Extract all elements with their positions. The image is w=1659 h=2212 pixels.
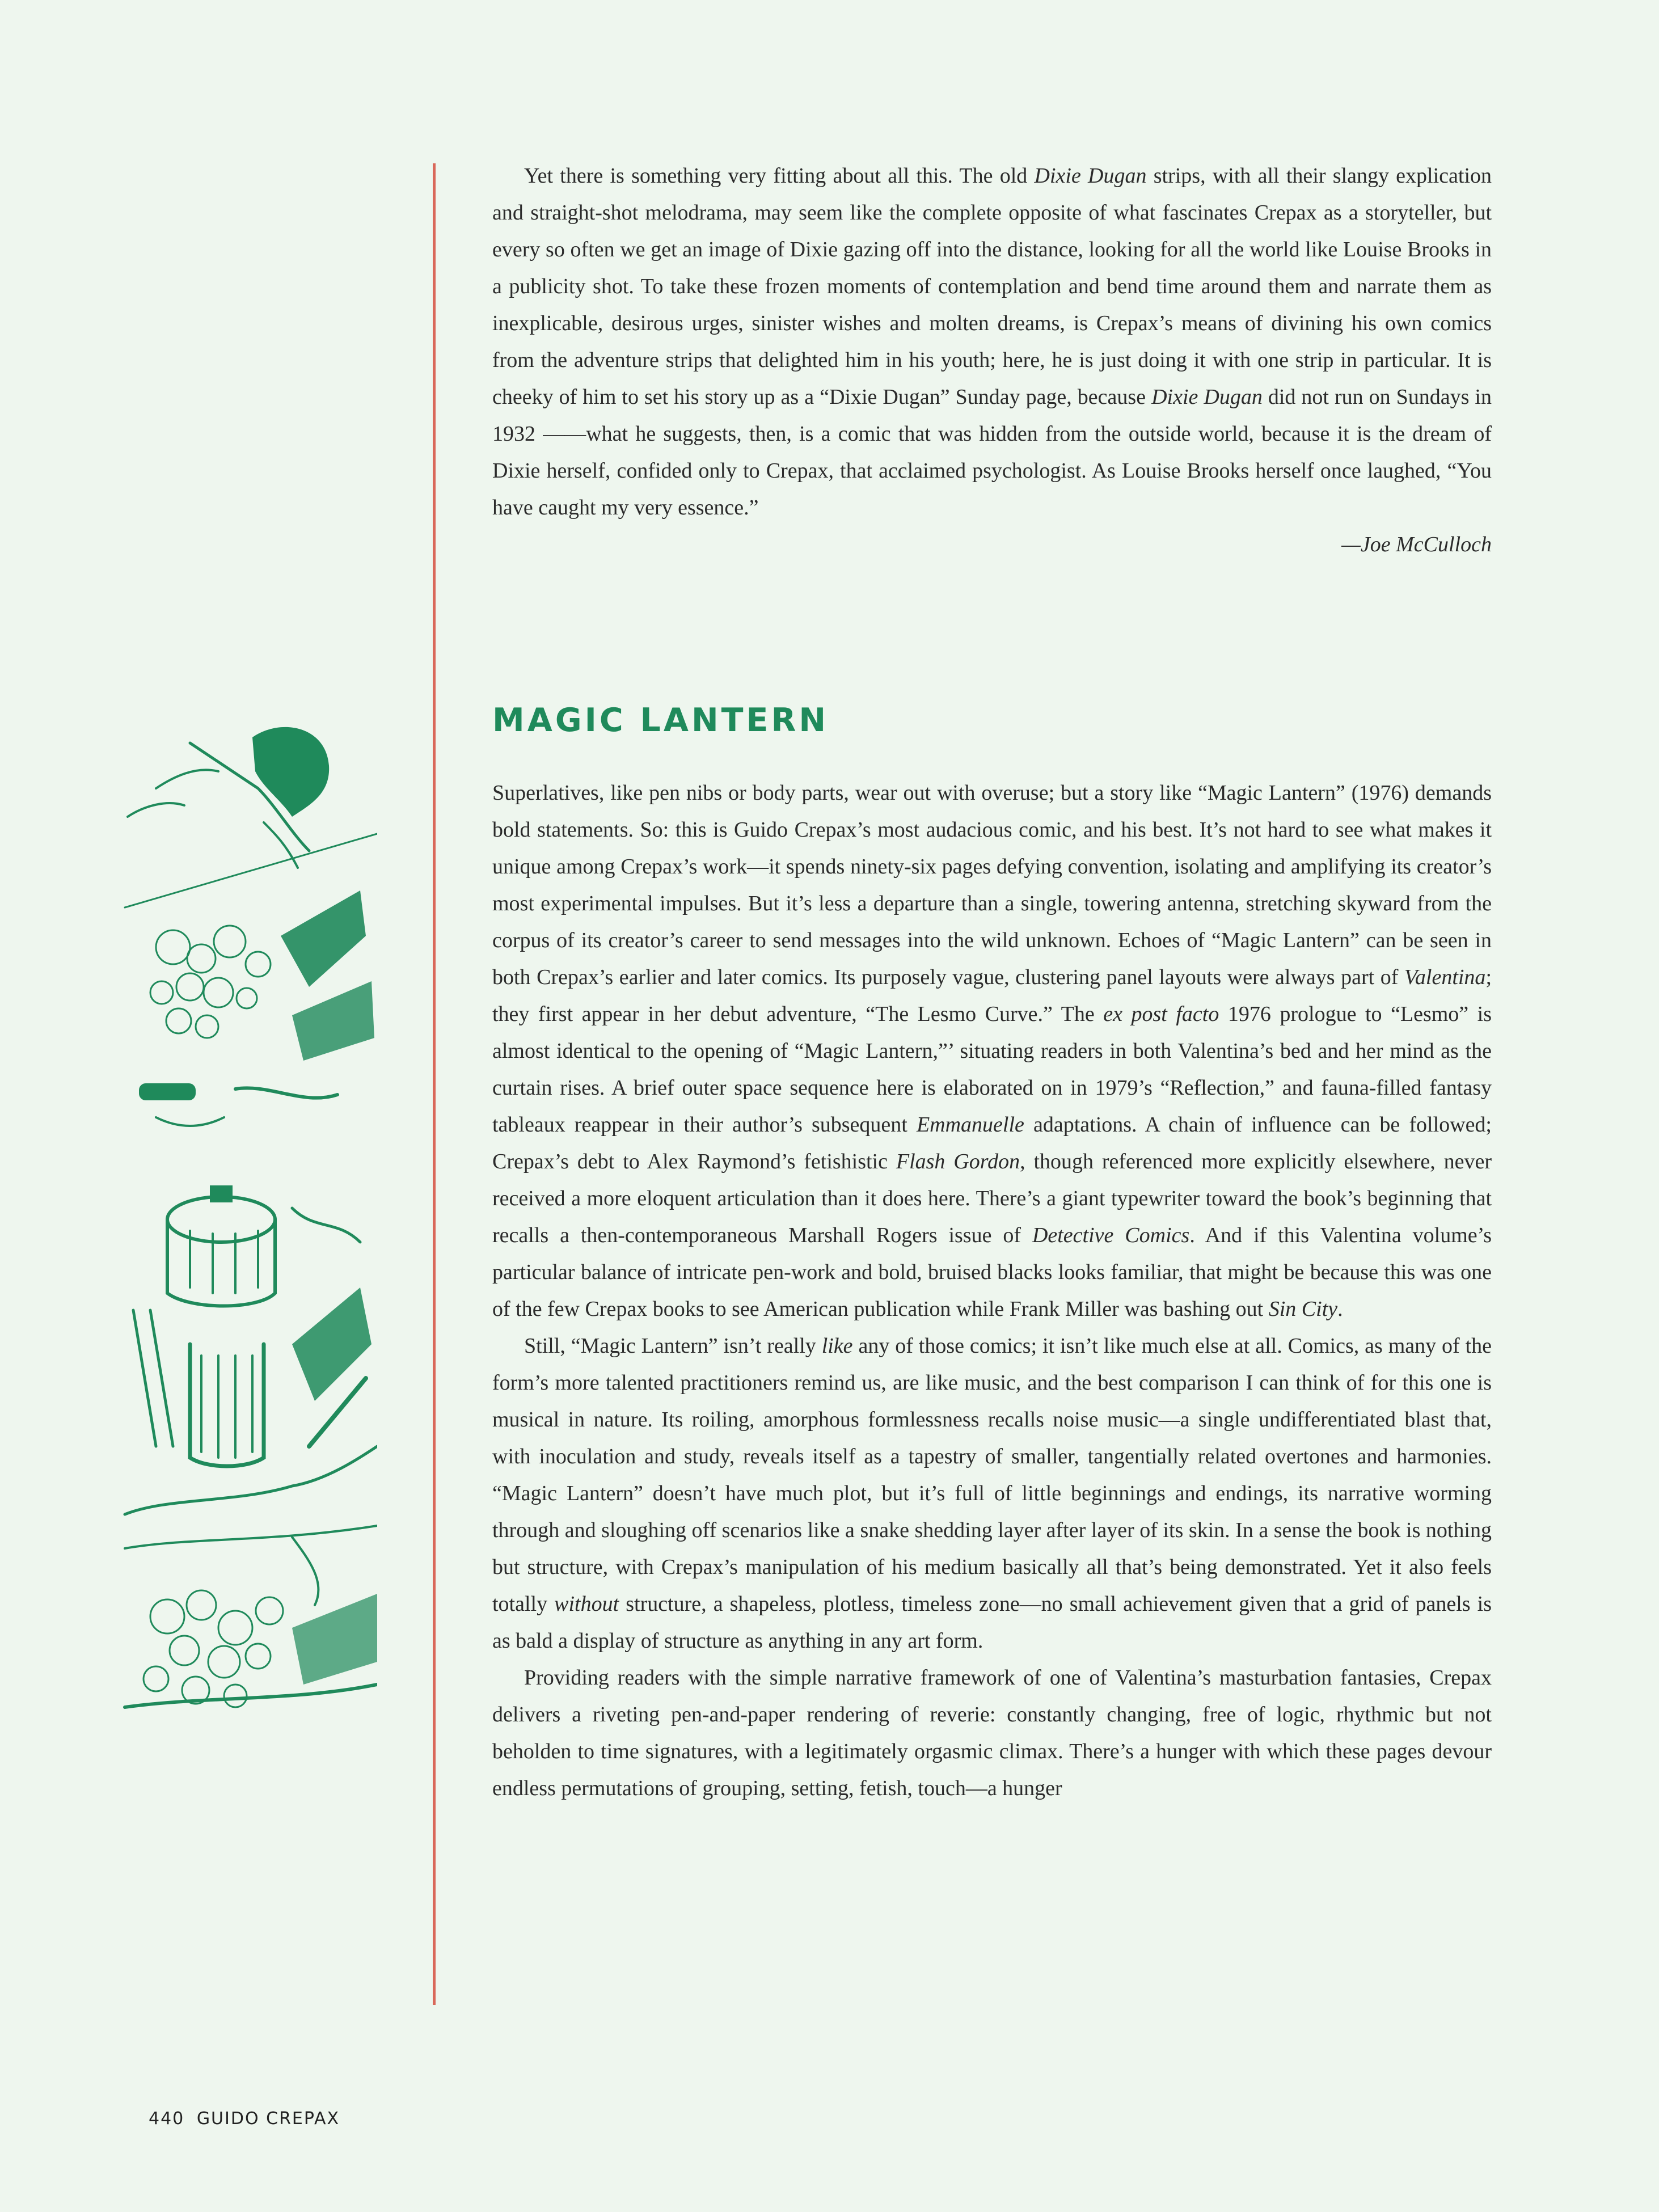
text-run: structure, a shapeless, plotless, timeless zone—no small achievement given that a grid of panels is as bald a display of structure as anything in any art form. xyxy=(492,1592,1492,1653)
text-run: did not run on Sundays in 1932 ——what he suggests, then, is a comic that was hidden from the outside world, because it is the dream of Dixie herself, confided only to Crepax, that acclaimed psychologist. As Louise Brooks herself once laughed, “You have caught my very essence.” xyxy=(492,385,1492,520)
text-run: any of those comics; it isn’t like much else at all. Comics, as many of the form’s more talented practitioners remind us, are like music, and the best comparison I can think of for this one is musical in nature. Its roiling, amorphous formlessness recalls noise music—a single undifferentiated blast that, with inoculation and study, reveals itself as a tapestry of smaller, tangentially related overtones and harmonies. “Magic Lantern” doesn’t have much plot, but it’s full of little beginnings and endings, its narrative worming through and sloughing off scenarios like a snake shedding layer after layer of its skin. In a sense the book is nothing but structure, with Crepax’s manipulation of his medium basically all that’s being demonstrated. Yet it also feels totally xyxy=(492,1334,1492,1616)
section-paragraph-2 xyxy=(492,1328,1492,1660)
text-run: . And if this Valentina volume’s particular balance of intricate pen-work and bold, bruised blacks looks familiar, that might be because this was one of the few Crepax books to see American publication while Frank Miller was bashing out xyxy=(492,1223,1492,1321)
italic-run: Dixie Dugan xyxy=(1034,164,1147,188)
page-number: 440 xyxy=(149,2109,185,2129)
text-run: . xyxy=(1337,1297,1343,1321)
text-run: Yet there is something very fitting about all this. The old xyxy=(524,164,1035,188)
italic-run: Sin City xyxy=(1268,1297,1338,1321)
page-footer xyxy=(149,2109,340,2129)
text-run: Providing readers with the simple narrative framework of one of Valentina’s masturbation fantasies, Crepax delivers a riveting pen-and-paper rendering of reverie: constantly changing, free of logic, rhythmic but not beholden to time signatures, with a legitimately orgasmic climax. There’s a hunger with which these pages devour endless permutations of grouping, setting, fetish, touch—a hunger xyxy=(492,1666,1492,1800)
margin-rule xyxy=(433,163,436,2005)
section-paragraph-3 xyxy=(492,1660,1492,1807)
essay-final-paragraph xyxy=(492,158,1492,526)
italic-run: without xyxy=(554,1592,619,1616)
italic-run: Detective Comics xyxy=(1032,1223,1190,1247)
italic-run: Flash Gordon xyxy=(896,1150,1020,1173)
text-run: ; they first appear in her debut adventure, “The Lesmo Curve.” The xyxy=(492,965,1492,1026)
text-run: 1976 prologue to “Lesmo” is almost identical to the opening of “Magic Lantern,”’ situating readers in both Valentina’s bed and her mind as the curtain rises. A brief outer space sequence here is elaborated on in 1979’s “Reflection,” and fauna-filled fantasy tableaux reappear in their author’s subsequent xyxy=(492,1002,1492,1137)
text-column xyxy=(492,158,1492,1807)
italic-run: ex post facto xyxy=(1103,1002,1219,1026)
italic-run: Emmanuelle xyxy=(916,1113,1024,1137)
text-run: Still, “Magic Lantern” isn’t really xyxy=(524,1334,822,1358)
author-attribution: —Joe McCulloch xyxy=(1341,533,1492,556)
section-title: MAGIC LANTERN xyxy=(492,702,829,739)
italic-run: Dixie Dugan xyxy=(1151,385,1263,409)
text-run: Superlatives, like pen nibs or body parts, wear out with overuse; but a story like “Magic Lantern” (1976) demands bold statements. So: this is Guido Crepax’s most audacious comic, and his best. It’s not hard to see what makes it unique among Crepax’s work—it spends ninety-six pages defying convention, isolating and amplifying its creator’s most experimental impulses. But it’s less a departure than a single, towering antenna, stretching skyward from the corpus of its creator’s career to send messages into the wild unknown. Echoes of “Magic Lantern” can be seen in both Crepax’s earlier and later comics. Its purposely vague, clustering panel layouts were always part of xyxy=(492,781,1492,989)
comic-art-strip-illustration xyxy=(122,720,377,1716)
italic-run: Valentina xyxy=(1404,965,1486,989)
italic-run: like xyxy=(821,1334,853,1358)
text-run: , though referenced more explicitly elsewhere, never received a more eloquent articulation than it does here. There’s a giant typewriter toward the book’s beginning that recalls a then-contemporaneous Marshall Rogers issue of xyxy=(492,1150,1492,1247)
section-paragraph-1 xyxy=(492,775,1492,1328)
running-title: GUIDO CREPAX xyxy=(196,2109,340,2129)
text-run: adaptations. A chain of influence can be followed; Crepax’s debt to Alex Raymond’s fetishistic xyxy=(492,1113,1492,1173)
text-run: strips, with all their slangy explication and straight-shot melodrama, may seem like the complete opposite of what fascinates Crepax as a storyteller, but every so often we get an image of Dixie gazing off into the distance, looking for all the world like Louise Brooks in a publicity shot. To take these frozen moments of contemplation and bend time around them and narrate them as inexplicable, desirous urges, sinister wishes and molten dreams, is Crepax’s means of divining his own comics from the adventure strips that delighted him in his youth; here, he is just doing it with one strip in particular. It is cheeky of him to set his story up as a “Dixie Dugan” Sunday page, because xyxy=(492,164,1492,409)
